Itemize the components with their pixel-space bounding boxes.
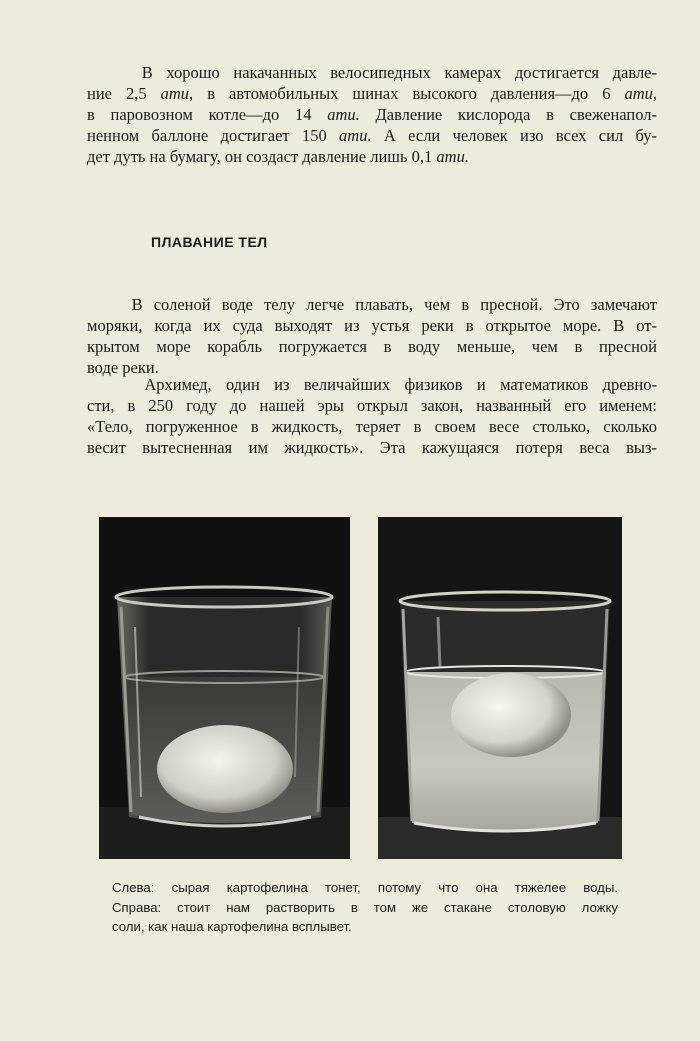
text-line: сти, в 250 году до нашей эры открыл закон, названный его именем:	[87, 396, 657, 415]
text-line: «Тело, погруженное в жидкость, теряет в своем весе столько, сколько	[87, 417, 657, 436]
text-line: дет дуть на бумагу, он создаст давление лишь 0,1 ати.	[87, 147, 469, 166]
text-line: воде реки.	[87, 358, 159, 377]
glass-sinking-illustration	[99, 517, 350, 859]
text-line: моряки, когда их суда выходят из устья реки в открытое море. В от-	[87, 316, 657, 335]
text-line: ненном баллоне достигает 150 ати. А если человек изо всех сил бу-	[87, 126, 657, 145]
paragraph-salt-water	[87, 294, 657, 378]
text-line: весит вытесненная им жидкость». Эта кажущаяся потеря веса выз-	[87, 438, 657, 457]
text-line: Архимед, один из величайших физиков и математиков древно-	[144, 375, 657, 394]
paragraph-archimedes	[87, 374, 657, 458]
caption-line: Справа: стоит нам растворить в том же стакане столовую ложку	[112, 899, 618, 915]
paragraph-pressure	[87, 62, 657, 167]
caption-line: Слева: сырая картофелина тонет, потому что она тяжелее воды.	[112, 880, 618, 895]
glass-floating-illustration	[378, 517, 622, 859]
text-line: В соленой воде телу легче плавать, чем в пресной. Это замечают	[131, 295, 658, 314]
photo-potato-floats	[378, 517, 622, 859]
text-line: В хорошо накачанных велосипедных камерах достигается давле-	[141, 63, 657, 82]
text-line: в паровозном котле—до 14 ати. Давление кислорода в свеженапол-	[87, 105, 657, 124]
text-line: ние 2,5 ати, в автомобильных шинах высокого давления—до 6 ати,	[87, 84, 658, 103]
photo-potato-sinks	[99, 517, 350, 859]
caption-line: соли, как наша картофелина всплывет.	[112, 919, 352, 934]
figure-caption	[112, 878, 618, 937]
section-heading: ПЛАВАНИЕ ТЕЛ	[151, 234, 268, 250]
text-line: крытом море корабль погружается в воду меньше, чем в пресной	[87, 337, 657, 356]
